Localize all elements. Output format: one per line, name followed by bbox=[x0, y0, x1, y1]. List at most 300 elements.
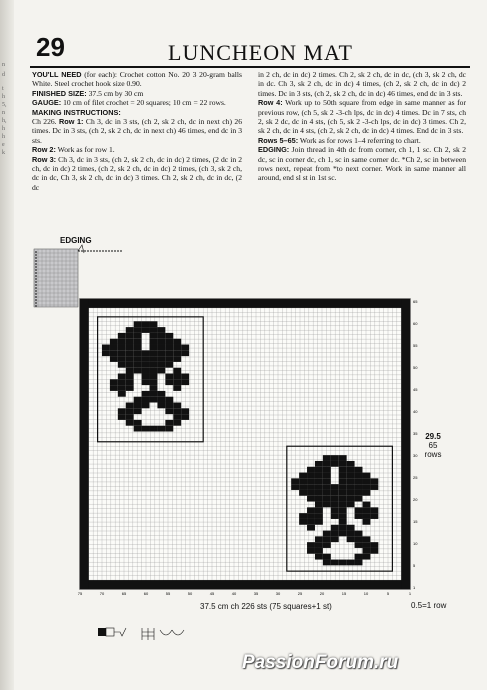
grape-leaf-cell-top-left bbox=[157, 362, 165, 368]
grape-leaf-cell-top-left bbox=[150, 356, 158, 362]
grape-leaf-cell-top-left bbox=[173, 350, 181, 356]
grape-leaf-cell-top-left bbox=[110, 385, 118, 391]
grape-leaf-cell-bottom-right bbox=[370, 478, 378, 484]
y-tick-label: 50 bbox=[413, 365, 418, 370]
grape-leaf-cell-bottom-right bbox=[331, 490, 339, 496]
instruction-text: Ch 226. bbox=[32, 117, 59, 127]
binding-mark: t bbox=[2, 86, 4, 92]
grape-leaf-cell-bottom-right bbox=[355, 490, 363, 496]
grape-leaf-cell-top-left bbox=[181, 374, 189, 380]
grape-leaf-cell-top-left bbox=[165, 339, 173, 345]
binding-mark: h bbox=[2, 134, 5, 140]
grape-leaf-cell-top-left bbox=[126, 385, 134, 391]
grape-leaf-cell-top-left bbox=[150, 327, 158, 333]
grape-leaf-cell-bottom-right bbox=[355, 554, 363, 560]
grape-leaf-cell-bottom-right bbox=[291, 478, 299, 484]
instruction-label: GAUGE: bbox=[32, 98, 62, 108]
grape-leaf-cell-bottom-right bbox=[347, 461, 355, 467]
grape-leaf-cell-bottom-right bbox=[355, 531, 363, 537]
grape-leaf-cell-top-left bbox=[173, 368, 181, 374]
grape-leaf-cell-bottom-right bbox=[355, 513, 363, 519]
grape-leaf-cell-top-left bbox=[118, 391, 126, 397]
grape-leaf-cell-top-left bbox=[150, 321, 158, 327]
instruction-paragraph bbox=[258, 136, 421, 145]
grape-leaf-cell-top-left bbox=[126, 327, 134, 333]
grape-leaf-cell-bottom-right bbox=[339, 531, 347, 537]
grape-leaf-cell-top-left bbox=[157, 339, 165, 345]
grape-leaf-cell-top-left bbox=[157, 345, 165, 351]
grape-leaf-cell-top-left bbox=[165, 403, 173, 409]
grape-leaf-cell-top-left bbox=[134, 426, 142, 432]
grape-leaf-cell-top-left bbox=[126, 414, 134, 420]
binding-mark: d bbox=[2, 72, 5, 78]
chart-border-top bbox=[80, 299, 410, 308]
grape-leaf-cell-bottom-right bbox=[362, 542, 370, 548]
binding-mark: h bbox=[2, 126, 5, 132]
x-tick-label: 65 bbox=[121, 591, 127, 596]
grape-leaf-cell-bottom-right bbox=[291, 484, 299, 490]
grape-leaf-cell-top-left bbox=[157, 327, 165, 333]
grape-leaf-cell-top-left bbox=[165, 397, 173, 403]
grape-leaf-cell-bottom-right bbox=[362, 473, 370, 479]
grape-leaf-cell-top-left bbox=[173, 339, 181, 345]
instruction-label: MAKING INSTRUCTIONS: bbox=[32, 107, 121, 117]
grape-leaf-cell-top-left bbox=[157, 368, 165, 374]
grape-leaf-cell-top-left bbox=[142, 397, 150, 403]
grape-leaf-cell-bottom-right bbox=[315, 542, 323, 548]
grape-leaf-cell-top-left bbox=[134, 362, 142, 368]
y-tick-label: 60 bbox=[413, 321, 418, 326]
grape-leaf-cell-bottom-right bbox=[339, 525, 347, 531]
instruction-paragraph bbox=[32, 145, 115, 154]
grape-leaf-cell-top-left bbox=[102, 345, 110, 351]
grape-leaf-cell-bottom-right bbox=[299, 484, 307, 490]
grape-leaf-cell-bottom-right bbox=[299, 478, 307, 484]
grape-leaf-cell-top-left bbox=[165, 426, 173, 432]
grape-leaf-cell-bottom-right bbox=[370, 507, 378, 513]
grape-leaf-cell-top-left bbox=[181, 350, 189, 356]
grape-leaf-cell-top-left bbox=[126, 403, 134, 409]
grape-leaf-cell-bottom-right bbox=[323, 502, 331, 508]
instruction-paragraph bbox=[32, 108, 121, 117]
instruction-text: (for each): Crochet cotton No. 20 3 20-gram balls White. Steel crochet hook size 0.90. bbox=[32, 70, 242, 89]
grape-leaf-cell-top-left bbox=[150, 362, 158, 368]
grape-leaf-cell-bottom-right bbox=[323, 484, 331, 490]
grape-leaf-cell-bottom-right bbox=[331, 507, 339, 513]
y-tick-label: 10 bbox=[413, 541, 418, 546]
grape-leaf-cell-bottom-right bbox=[331, 525, 339, 531]
grape-leaf-cell-top-left bbox=[150, 339, 158, 345]
grape-leaf-cell-top-left bbox=[118, 356, 126, 362]
x-tick-label: 40 bbox=[231, 591, 237, 596]
grape-leaf-cell-bottom-right bbox=[323, 461, 331, 467]
instructions-left-column bbox=[32, 70, 242, 192]
grape-leaf-cell-bottom-right bbox=[339, 560, 347, 566]
instruction-paragraph bbox=[32, 117, 59, 126]
grape-leaf-cell-top-left bbox=[165, 333, 173, 339]
instruction-text: Ch 3, dc in 3 sts, (ch 2, sk 2 ch, dc in dc) 2 times, (2 dc in 2 ch, dc in dc) 2 times, (ch 2, sk 2 ch, dc in dc) 2 times, (ch 3, sk 2 ch, dc in dc, Ch 3, sk 2 ch, dc in dc) 3 times. Ch 2, sk 2 ch, dc in dc, (2 dc bbox=[32, 154, 242, 192]
grape-leaf-cell-bottom-right bbox=[370, 548, 378, 554]
grape-leaf-cell-top-left bbox=[118, 408, 126, 414]
grape-leaf-cell-top-left bbox=[150, 379, 158, 385]
x-tick-label: 50 bbox=[187, 591, 193, 596]
grape-leaf-cell-bottom-right bbox=[362, 478, 370, 484]
grape-leaf-cell-bottom-right bbox=[355, 467, 363, 473]
grape-leaf-cell-bottom-right bbox=[347, 478, 355, 484]
grape-leaf-cell-top-left bbox=[173, 408, 181, 414]
grape-leaf-cell-top-left bbox=[181, 414, 189, 420]
grape-leaf-cell-bottom-right bbox=[362, 519, 370, 525]
grape-leaf-cell-top-left bbox=[142, 374, 150, 380]
instruction-text: Work up to 50th square from edge in same manner as for previous row, (ch 5, sk 2 -3-ch lps, dc in dc) 4 times. Dc in 7 sts, ch 2, sk 2 dc, dc in 4 sts, (ch 5, sk 2 -3-ch lps, dc in dc) 3 times. Ch 2, sk 2 ch, dc in 4 sts, (ch 2, sk 2 ch, dc in dc) 4 times. End dc in 3 sts. bbox=[258, 98, 466, 136]
grape-leaf-cell-bottom-right bbox=[339, 478, 347, 484]
grape-leaf-cell-top-left bbox=[110, 345, 118, 351]
grape-leaf-cell-top-left bbox=[134, 408, 142, 414]
grape-leaf-cell-bottom-right bbox=[299, 513, 307, 519]
instruction-paragraph bbox=[32, 70, 242, 88]
grape-leaf-cell-top-left bbox=[118, 385, 126, 391]
grape-leaf-cell-bottom-right bbox=[331, 496, 339, 502]
instruction-label: Row 1: bbox=[59, 117, 84, 127]
grape-leaf-cell-top-left bbox=[110, 339, 118, 345]
grape-leaf-cell-top-left bbox=[110, 350, 118, 356]
grape-leaf-cell-bottom-right bbox=[307, 548, 315, 554]
grape-leaf-cell-bottom-right bbox=[299, 473, 307, 479]
grape-leaf-cell-bottom-right bbox=[323, 478, 331, 484]
grape-leaf-cell-top-left bbox=[118, 339, 126, 345]
grape-leaf-cell-bottom-right bbox=[339, 507, 347, 513]
grape-leaf-cell-top-left bbox=[173, 420, 181, 426]
grape-leaf-cell-top-left bbox=[157, 350, 165, 356]
grape-leaf-cell-top-left bbox=[134, 333, 142, 339]
grape-leaf-cell-bottom-right bbox=[331, 536, 339, 542]
grape-leaf-cell-bottom-right bbox=[362, 490, 370, 496]
grape-leaf-cell-bottom-right bbox=[339, 473, 347, 479]
grape-leaf-cell-bottom-right bbox=[355, 484, 363, 490]
grape-leaf-cell-bottom-right bbox=[347, 531, 355, 537]
grape-leaf-cell-bottom-right bbox=[315, 478, 323, 484]
x-tick-label: 15 bbox=[341, 591, 347, 596]
grape-leaf-cell-top-left bbox=[165, 408, 173, 414]
grape-leaf-cell-bottom-right bbox=[315, 536, 323, 542]
grape-leaf-cell-bottom-right bbox=[347, 502, 355, 508]
grape-leaf-cell-top-left bbox=[150, 385, 158, 391]
grape-leaf-cell-bottom-right bbox=[323, 542, 331, 548]
grape-leaf-cell-top-left bbox=[150, 345, 158, 351]
grape-leaf-cell-top-left bbox=[126, 333, 134, 339]
grape-leaf-cell-bottom-right bbox=[339, 461, 347, 467]
grape-leaf-cell-bottom-right bbox=[323, 560, 331, 566]
grape-leaf-cell-bottom-right bbox=[347, 473, 355, 479]
grape-leaf-cell-top-left bbox=[110, 356, 118, 362]
binding-mark: n bbox=[2, 110, 5, 116]
grape-leaf-cell-top-left bbox=[173, 356, 181, 362]
grape-leaf-cell-bottom-right bbox=[307, 478, 315, 484]
grape-leaf-cell-top-left bbox=[150, 350, 158, 356]
chart-height-rows-label: rows bbox=[424, 450, 442, 459]
grape-leaf-cell-top-left bbox=[142, 403, 150, 409]
grape-leaf-cell-bottom-right bbox=[355, 507, 363, 513]
chart-border-bottom bbox=[80, 580, 410, 589]
grape-leaf-cell-bottom-right bbox=[347, 484, 355, 490]
grape-leaf-cell-bottom-right bbox=[362, 513, 370, 519]
instruction-text: Join thread in 4th dc from corner, ch 1, 1 sc. Ch 2, sk 2 dc, sc in corner dc, ch 1, sc in same corner dc. *Ch 2, sc in between rows next, repeat from *to next corner. Work in same manner all around, end sl st in 1st sc. bbox=[258, 145, 466, 183]
x-tick-label: 35 bbox=[253, 591, 259, 596]
grape-leaf-cell-bottom-right bbox=[362, 507, 370, 513]
grape-leaf-cell-top-left bbox=[142, 356, 150, 362]
grape-leaf-cell-bottom-right bbox=[323, 496, 331, 502]
grape-leaf-cell-bottom-right bbox=[323, 536, 331, 542]
grape-leaf-cell-bottom-right bbox=[339, 502, 347, 508]
grape-leaf-cell-top-left bbox=[126, 350, 134, 356]
grape-leaf-cell-top-left bbox=[118, 362, 126, 368]
y-tick-label: 1 bbox=[413, 585, 416, 590]
grape-leaf-cell-bottom-right bbox=[331, 455, 339, 461]
grape-leaf-cell-top-left bbox=[134, 356, 142, 362]
instruction-text: 10 cm of filet crochet = 20 squares; 10 cm = 22 rows. bbox=[61, 98, 226, 108]
grape-leaf-cell-top-left bbox=[157, 391, 165, 397]
grape-leaf-cell-top-left bbox=[157, 403, 165, 409]
grape-leaf-cell-top-left bbox=[126, 339, 134, 345]
grape-leaf-cell-bottom-right bbox=[323, 467, 331, 473]
grape-leaf-cell-top-left bbox=[150, 426, 158, 432]
instruction-paragraph bbox=[32, 98, 226, 107]
instruction-label: Row 3: bbox=[32, 154, 57, 164]
grape-leaf-cell-bottom-right bbox=[323, 455, 331, 461]
grape-leaf-cell-bottom-right bbox=[307, 507, 315, 513]
grape-leaf-cell-top-left bbox=[126, 379, 134, 385]
grape-leaf-cell-top-left bbox=[126, 408, 134, 414]
grape-leaf-cell-bottom-right bbox=[315, 502, 323, 508]
grape-leaf-cell-top-left bbox=[157, 333, 165, 339]
grape-leaf-cell-bottom-right bbox=[339, 519, 347, 525]
grape-leaf-cell-top-left bbox=[165, 374, 173, 380]
grape-leaf-cell-bottom-right bbox=[355, 496, 363, 502]
grape-leaf-cell-top-left bbox=[134, 321, 142, 327]
header-rule bbox=[30, 66, 470, 68]
x-tick-label: 60 bbox=[143, 591, 149, 596]
grape-leaf-cell-top-left bbox=[118, 374, 126, 380]
grape-leaf-cell-bottom-right bbox=[339, 484, 347, 490]
instruction-label: Row 4: bbox=[258, 98, 283, 108]
grape-leaf-cell-top-left bbox=[165, 345, 173, 351]
grape-leaf-cell-top-left bbox=[126, 368, 134, 374]
watermark: PassionForum.ru bbox=[242, 652, 399, 673]
grape-leaf-cell-bottom-right bbox=[362, 484, 370, 490]
grape-leaf-cell-top-left bbox=[150, 333, 158, 339]
grape-leaf-cell-bottom-right bbox=[307, 519, 315, 525]
instruction-paragraph bbox=[258, 98, 466, 135]
grape-leaf-cell-bottom-right bbox=[331, 502, 339, 508]
chart-width-label: 37.5 cm ch 226 sts (75 squares+1 st) bbox=[200, 602, 332, 611]
grape-leaf-cell-bottom-right bbox=[347, 525, 355, 531]
grape-leaf-cell-bottom-right bbox=[355, 560, 363, 566]
grape-leaf-cell-bottom-right bbox=[315, 496, 323, 502]
grape-leaf-cell-top-left bbox=[126, 345, 134, 351]
grape-leaf-cell-bottom-right bbox=[370, 542, 378, 548]
grape-leaf-cell-top-left bbox=[165, 362, 173, 368]
grape-leaf-cell-top-left bbox=[134, 350, 142, 356]
grape-leaf-cell-top-left bbox=[134, 339, 142, 345]
binding-mark: h bbox=[2, 94, 5, 100]
filet-chart bbox=[76, 297, 418, 596]
x-tick-label: 75 bbox=[77, 591, 83, 596]
binding-mark: e bbox=[2, 142, 5, 148]
grape-leaf-cell-bottom-right bbox=[355, 542, 363, 548]
grape-leaf-cell-bottom-right bbox=[362, 502, 370, 508]
x-tick-label: 5 bbox=[386, 591, 390, 596]
grape-leaf-cell-top-left bbox=[142, 350, 150, 356]
grape-leaf-cell-bottom-right bbox=[307, 490, 315, 496]
grape-leaf-cell-top-left bbox=[118, 414, 126, 420]
grape-leaf-cell-bottom-right bbox=[315, 519, 323, 525]
grape-leaf-cell-top-left bbox=[102, 350, 110, 356]
instruction-label: YOU'LL NEED bbox=[32, 70, 82, 79]
grape-leaf-cell-top-left bbox=[142, 362, 150, 368]
x-tick-label: 70 bbox=[99, 591, 105, 596]
grape-leaf-cell-top-left bbox=[126, 356, 134, 362]
instruction-text: 37.5 cm by 30 cm bbox=[86, 88, 144, 98]
y-tick-label: 15 bbox=[413, 519, 418, 524]
grape-leaf-cell-bottom-right bbox=[347, 467, 355, 473]
page-number: 29 bbox=[36, 32, 65, 62]
grape-leaf-cell-top-left bbox=[150, 374, 158, 380]
grape-leaf-cell-top-left bbox=[165, 379, 173, 385]
grape-leaf-cell-bottom-right bbox=[315, 548, 323, 554]
grape-leaf-cell-top-left bbox=[157, 356, 165, 362]
grape-leaf-cell-bottom-right bbox=[362, 548, 370, 554]
instructions-right-column bbox=[258, 70, 466, 183]
grape-leaf-cell-bottom-right bbox=[347, 560, 355, 566]
page-title: LUNCHEON MAT bbox=[168, 40, 353, 65]
grape-leaf-cell-bottom-right bbox=[323, 473, 331, 479]
grape-leaf-cell-top-left bbox=[142, 327, 150, 333]
x-tick-label: 1 bbox=[408, 591, 412, 596]
grape-leaf-cell-bottom-right bbox=[299, 519, 307, 525]
grape-leaf-cell-top-left bbox=[126, 420, 134, 426]
grape-leaf-cell-top-left bbox=[150, 397, 158, 403]
page-binding-edge bbox=[0, 0, 14, 690]
binding-mark: h, bbox=[2, 118, 7, 124]
y-tick-label: 65 bbox=[413, 299, 418, 304]
x-tick-label: 25 bbox=[297, 591, 303, 596]
grape-leaf-cell-bottom-right bbox=[339, 490, 347, 496]
instruction-text: Work as for row 1. bbox=[55, 145, 115, 155]
grape-leaf-cell-bottom-right bbox=[315, 461, 323, 467]
grape-leaf-cell-bottom-right bbox=[339, 467, 347, 473]
grape-leaf-cell-top-left bbox=[173, 385, 181, 391]
grape-leaf-cell-bottom-right bbox=[339, 496, 347, 502]
grape-leaf-cell-top-left bbox=[134, 397, 142, 403]
grape-leaf-cell-bottom-right bbox=[331, 513, 339, 519]
grape-leaf-cell-bottom-right bbox=[362, 536, 370, 542]
chart-height-cm: 29.5 bbox=[425, 432, 441, 441]
x-tick-label: 10 bbox=[363, 591, 369, 596]
grape-leaf-cell-bottom-right bbox=[307, 496, 315, 502]
instruction-paragraph bbox=[32, 117, 242, 145]
grape-leaf-cell-top-left bbox=[173, 374, 181, 380]
grape-leaf-cell-bottom-right bbox=[347, 536, 355, 542]
y-tick-label: 40 bbox=[413, 409, 418, 414]
grape-leaf-cell-bottom-right bbox=[339, 455, 347, 461]
instruction-label: FINISHED SIZE: bbox=[32, 88, 87, 98]
grape-leaf-cell-top-left bbox=[165, 350, 173, 356]
binding-mark: k bbox=[2, 150, 5, 156]
instruction-paragraph bbox=[258, 145, 466, 182]
grape-leaf-cell-top-left bbox=[173, 379, 181, 385]
stitch-legend bbox=[98, 626, 198, 646]
grape-leaf-cell-bottom-right bbox=[307, 513, 315, 519]
grape-leaf-cell-bottom-right bbox=[307, 473, 315, 479]
grape-leaf-cell-bottom-right bbox=[331, 560, 339, 566]
grape-leaf-cell-top-left bbox=[142, 391, 150, 397]
grape-leaf-cell-top-left bbox=[181, 379, 189, 385]
grape-leaf-cell-top-left bbox=[142, 379, 150, 385]
instruction-text: in 2 ch, dc in dc) 2 times. Ch 2, sk 2 ch, dc in dc, (ch 3, sk 2 ch, dc in dc. Ch 3, sk 2 ch, dc in dc) 4 times, (ch 2, sk 2 ch, dc in dc) 2 times. Dc in 3 sts, (ch 2, sk 2 ch, dc in dc) 46 times, end dc in 3 sts. bbox=[258, 70, 466, 98]
y-tick-label: 5 bbox=[413, 563, 416, 568]
grape-leaf-cell-top-left bbox=[126, 362, 134, 368]
grape-leaf-cell-bottom-right bbox=[315, 513, 323, 519]
grape-leaf-cell-bottom-right bbox=[347, 496, 355, 502]
grape-leaf-cell-bottom-right bbox=[355, 536, 363, 542]
grape-leaf-cell-bottom-right bbox=[362, 554, 370, 560]
grape-leaf-cell-top-left bbox=[173, 345, 181, 351]
grape-leaf-cell-bottom-right bbox=[331, 531, 339, 537]
y-tick-label: 30 bbox=[413, 453, 418, 458]
grape-leaf-cell-top-left bbox=[134, 327, 142, 333]
grape-leaf-cell-top-left bbox=[134, 420, 142, 426]
grape-leaf-cell-bottom-right bbox=[323, 554, 331, 560]
grape-leaf-cell-top-left bbox=[118, 345, 126, 351]
grape-leaf-cell-bottom-right bbox=[315, 473, 323, 479]
grape-leaf-cell-top-left bbox=[173, 403, 181, 409]
grape-leaf-cell-bottom-right bbox=[307, 467, 315, 473]
grape-leaf-cell-top-left bbox=[142, 368, 150, 374]
y-tick-label: 55 bbox=[413, 343, 418, 348]
instruction-paragraph bbox=[258, 70, 466, 98]
grape-leaf-cell-bottom-right bbox=[307, 542, 315, 548]
y-tick-label: 20 bbox=[413, 497, 418, 502]
grape-leaf-cell-bottom-right bbox=[315, 484, 323, 490]
grape-leaf-cell-top-left bbox=[173, 414, 181, 420]
grape-leaf-cell-top-left bbox=[126, 374, 134, 380]
y-tick-label: 45 bbox=[413, 387, 418, 392]
grape-leaf-cell-top-left bbox=[134, 403, 142, 409]
grape-leaf-cell-bottom-right bbox=[370, 484, 378, 490]
instruction-text: Work as for rows 1–4 referring to chart. bbox=[298, 135, 421, 145]
grape-leaf-cell-bottom-right bbox=[323, 531, 331, 537]
grape-leaf-cell-top-left bbox=[165, 420, 173, 426]
chart-border-left bbox=[80, 299, 89, 589]
y-tick-label: 25 bbox=[413, 475, 418, 480]
instruction-paragraph bbox=[32, 155, 242, 192]
grape-leaf-cell-top-left bbox=[165, 356, 173, 362]
grape-leaf-cell-top-left bbox=[134, 345, 142, 351]
instruction-paragraph bbox=[32, 89, 143, 98]
y-tick-label: 35 bbox=[413, 431, 418, 436]
binding-mark: n bbox=[2, 62, 5, 68]
instruction-label: Row 2: bbox=[32, 145, 56, 155]
x-tick-label: 20 bbox=[319, 591, 325, 596]
x-tick-label: 55 bbox=[165, 591, 171, 596]
grape-leaf-cell-top-left bbox=[118, 379, 126, 385]
grape-leaf-cell-bottom-right bbox=[331, 461, 339, 467]
binding-mark: 5, bbox=[2, 102, 7, 108]
grape-leaf-cell-top-left bbox=[118, 333, 126, 339]
chart-height-rows: 65 bbox=[428, 441, 438, 450]
instruction-text: Ch 3, dc in 3 sts, (ch 2, sk 2 ch, dc in next ch) 26 times. Dc in 3 sts, (ch 2, sk 2 ch, dc in next ch) 46 times, end dc in 3 sts. bbox=[32, 117, 243, 145]
grape-leaf-cell-bottom-right bbox=[323, 490, 331, 496]
